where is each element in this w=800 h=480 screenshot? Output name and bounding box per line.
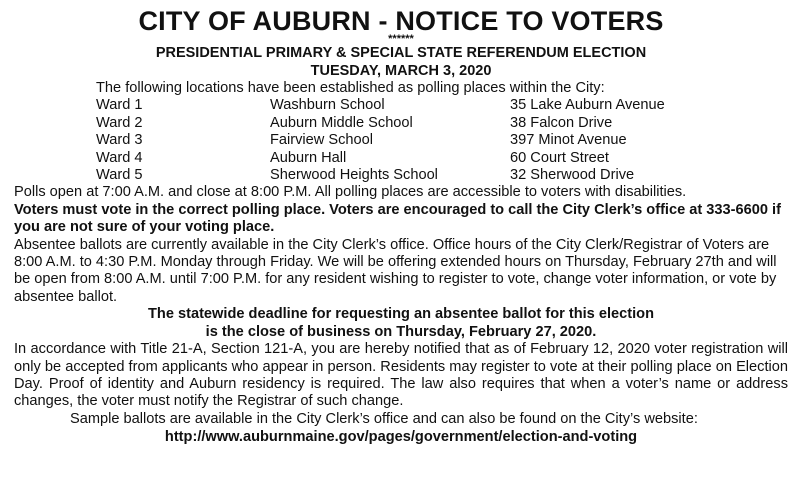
absentee-info: Absentee ballots are currently available in the City Clerk’s office. Office hours of the City Clerk/Registrar of Voters are 8:00 A.M. to 4:30 P.M. Monday through Friday. We will be offering extended hours on Thursday, February 27th and will be open from 8:00 A.M. until 7:00 P.M. for any resident wishing to register to vote, change voter information, or vote by absentee ballot.	[14, 236, 777, 305]
deadline-line-2: is the close of business on Thursday, February 27, 2020.	[205, 323, 597, 340]
polling-address: 35 Lake Auburn Avenue	[510, 97, 665, 114]
decorative-stars: ******	[388, 33, 414, 45]
ward-name: Ward 2	[96, 114, 143, 131]
polling-address: 32 Sherwood Drive	[510, 167, 635, 184]
correct-place-warning: Voters must vote in the correct polling place. Voters are encouraged to call the City Clerk’s office at 333-6600 if you are not sure of your voting place.	[14, 201, 781, 236]
deadline-line-1: The statewide deadline for requesting an absentee ballot for this election	[147, 306, 654, 323]
sample-ballots: Sample ballots are available in the City Clerk’s office and can also be found on the City’s website:	[70, 410, 698, 427]
ward-name: Ward 1	[96, 97, 143, 114]
table-row	[96, 132, 665, 149]
table-row	[96, 115, 665, 132]
polling-address: 397 Minot Avenue	[510, 132, 627, 149]
polling-intro: The following locations have been established as polling places within the City:	[96, 80, 605, 96]
ward-name: Ward 3	[96, 132, 143, 149]
table-row	[96, 150, 665, 167]
polling-place: Washburn School	[270, 97, 385, 114]
ward-name: Ward 4	[96, 149, 143, 166]
website-link[interactable]: http://www.auburnmaine.gov/pages/government/election-and-voting	[164, 429, 638, 446]
registration-notice: In accordance with Title 21-A, Section 121-A, you are hereby notified that as of February 12, 2020 voter registration will only be accepted from applicants who appear in person. Residents may register to vote at their polling place on Election Day. Proof of identity and Auburn residency is required. The law also requires that when a voter’s name or address changes, the voter must notify the Registrar of such change.	[14, 341, 788, 410]
table-row	[96, 167, 665, 184]
polling-place: Fairview School	[270, 132, 374, 149]
election-date: TUESDAY, MARCH 3, 2020	[310, 63, 492, 79]
polling-address: 60 Court Street	[510, 149, 609, 166]
ward-name: Ward 5	[96, 167, 143, 184]
notice-title: CITY OF AUBURN - NOTICE TO VOTERS	[138, 6, 664, 36]
polling-places-table	[96, 97, 665, 184]
polling-address: 38 Falcon Drive	[510, 114, 613, 131]
table-row	[96, 97, 665, 114]
polling-place: Auburn Middle School	[270, 114, 413, 131]
election-name: PRESIDENTIAL PRIMARY & SPECIAL STATE REFERENDUM ELECTION	[155, 45, 647, 61]
polling-place: Auburn Hall	[270, 149, 347, 166]
polling-place: Sherwood Heights School	[270, 167, 438, 184]
polls-hours: Polls open at 7:00 A.M. and close at 8:00 P.M. All polling places are accessible to voters with disabilities.	[14, 184, 687, 201]
